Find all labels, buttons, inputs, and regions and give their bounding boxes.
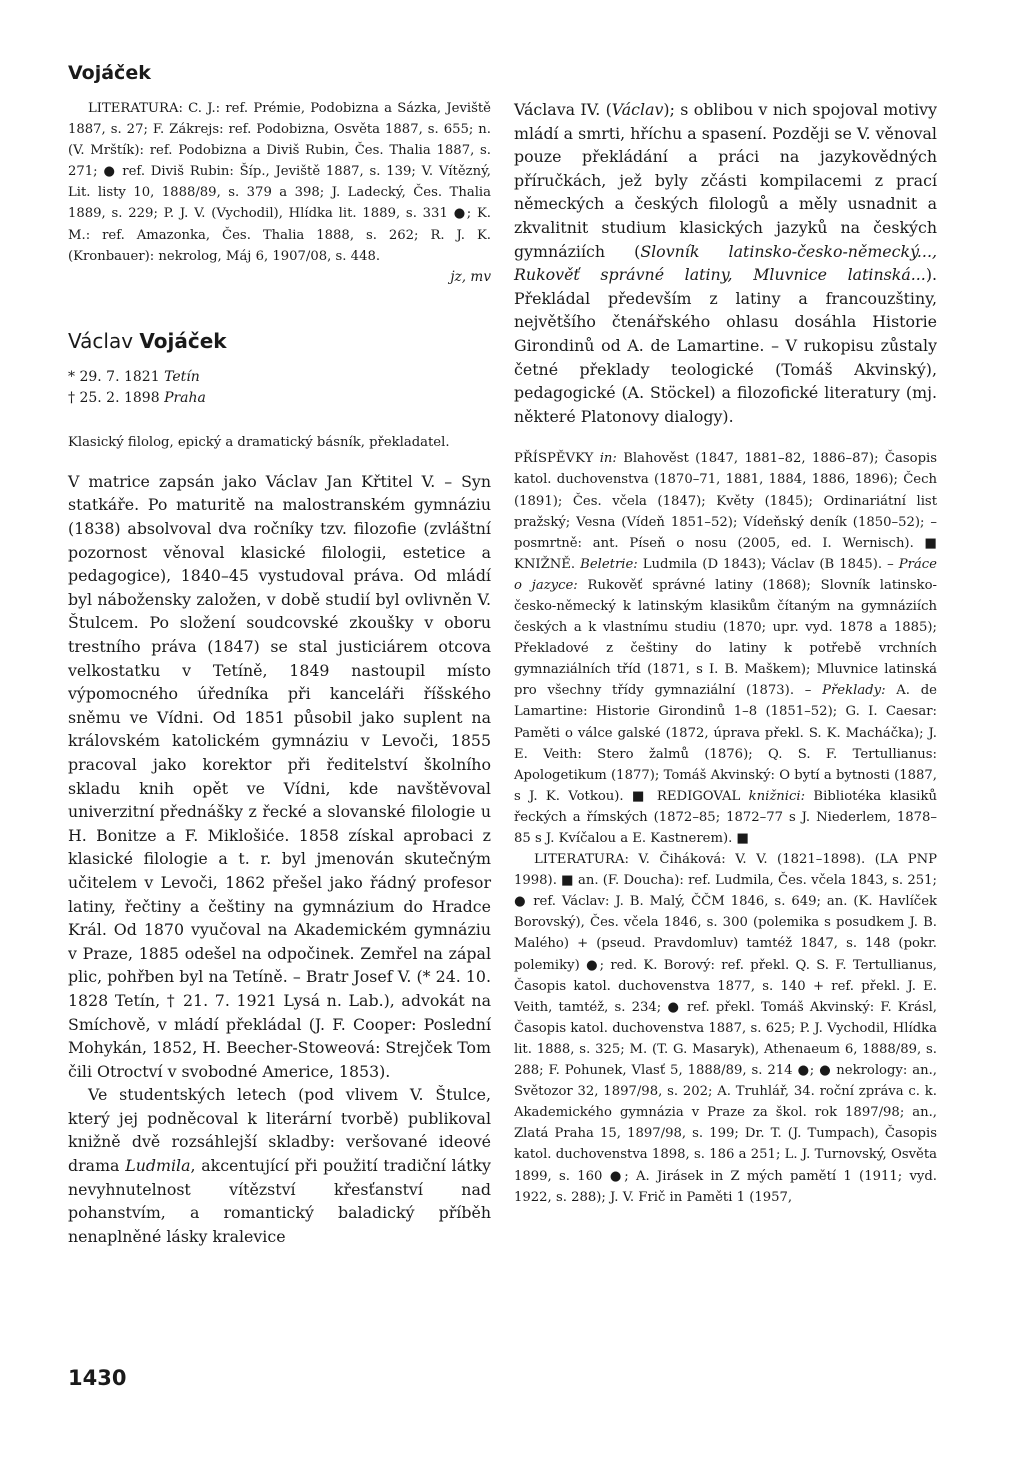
previous-entry-literatura: LITERATURA: C. J.: ref. Prémie, Podobizna a Sázka, Jeviště 1887, s. 27; F. Zákrejs: ref. Podobizna, Osvěta 1887, s. 655; n. (V. Mrštík): ref. Podobizna a Diviš Rubin, Čes. Thalia 1887, s. 271; ● ref. Diviš Rubin: Šíp., Jeviště 1887, s. 139; V. Vítězný, Lit. listy 10, 1888/89, s. 379 a 398; J. Ladecký, Čes. Thalia 1889, s. 229; P. J. V. (Vychodil), Hlídka lit. 1889, s. 331 ●; K. M.: ref. Amazonka, Čes. Thalia 1888, s. 262; R. J. K. (Kronbauer): nekrolog, Máj 6, 1907/08, s. 448. (68, 101, 491, 264)
death-date: † 25. 2. 1898 Praha (68, 389, 206, 406)
running-head: Vojáček (68, 62, 151, 84)
entry-surname: Vojáček (139, 328, 227, 353)
textbook-titles: Slovník latinsko-česko-německý..., Rukověť správné latiny, Mluvnice latinská... (514, 241, 937, 285)
prispevky-section: PŘÍSPĚVKY in: Blahověst (1847, 1881–82, 1886–87); Časopis katol. duchovenstva (1870–71, 1881, 1884, 1886, 1896); Čech (1891); Čes. včela (1847); Květy (1845); Ordinariátní list pražský; Vesna (Vídeň 1851–52); Vídeňský deník (1850–52); – posmrtně: ant. Píseň o nosu (2005, ed. I. Wernisch). ■ KNIŽNĚ. Beletrie: Ludmila (D 1843); Václav (B 1845). – Práce o jazyce: Rukověť správné latiny (1868); Slovník latinsko-česko-německý k latinským klasikům čítaným na gymnáziích českých a k vlastnímu studiu (1870; upr. vyd. 1878 a 1885); Překladové z češtiny do latiny k potřebě vrchních gymnaziálních tříd (1871, s I. B. Maškem); Mluvnice latinská pro všechny třídy gymnaziální (1873). – Překlady: A. de Lamartine: Historie Girondinů 1–8 (1851–52); G. I. Caesar: Paměti o válce galské (1872, úprava překl. S. K. Macháčka); J. E. Veith: Stero žalmů (1876); Q. S. F. Tertullianus: Apologetikum (1877); Tomáš Akvinský: O bytí a bytnosti (1887, s J. K. Votkou). ■ REDIGOVAL knižnici: Bibliotéka klasiků řeckých a římských (1872–85; 1872–77 s J. Niederlem, 1878–85 s J. Kvíčalou a E. Kastnerem). ■ (514, 451, 937, 846)
death-place: Praha (164, 389, 206, 406)
works-paragraph-continued: Václava IV. (Václav); s oblibou v nich spojoval motivy mládí a smrti, hříchu a spasení. Později se V. věnoval pouze překládání a práci na jazykovědných příručkách, jež byly zčásti kompilacemi z prací německých a českých filologů a měly usnadnit a zkvalitnit studium klasických jazyků na českých gymnáziích (Slovník latinsko-česko-německý..., Rukověť správné latiny, Mluvnice latinská...). Překládal především z latiny a francouzštiny, největšího čtenářského ohlasu dosáhla Historie Girondinů od A. de Lamartine. – V rukopisu zůstaly četné překlady teologické (Tomáš Akvinský), pedagogické (A. Stöckel) a filozofické literatury (mj. některé Platonovy dialogy). (514, 100, 938, 426)
birth-date: * 29. 7. 1821 Tetín (68, 368, 200, 385)
right-column (514, 98, 937, 1208)
entry-title (68, 329, 491, 353)
left-column (68, 98, 491, 1248)
entry-description: Klasický filolog, epický a dramatický básník, překladatel. (68, 434, 450, 450)
birth-place: Tetín (164, 368, 200, 385)
biography-paragraph: V matrice zapsán jako Václav Jan Křtitel V. – Syn statkáře. Po maturitě na malostranském gymnáziu (1838) absolvoval dva ročníky tzv. filozofie (zvláštní pozornost věnoval klasické filologii, estetice a pedagogice), 1840–45 vystudoval práva. Od mládí byl nábožensky založen, v době studií byl ovlivněn V. Štulcem. Po složení soudcovské zkoušky v oboru trestního práva (1847) se stal justiciárem otcova velkostatku v Tetíně, 1849 nastoupil místo výpomocného úředníka při kanceláři říšského sněmu ve Vídni. Od 1851 působil jako suplent na královském katolickém gymnáziu v Levoči, 1855 pracoval jako korektor při ředitelství školního skladu knih opět ve Vídni, kde navštěvoval univerzitní přednášky z řecké a slovanské filologie u H. Bonitze a F. Miklošiće. 1858 získal aprobaci z klasické filologie a t. r. byl jmenován skutečným učitelem v Levoči, 1862 přešel jako řádný profesor latiny, řečtiny a češtiny na gymnázium do Hradce Král. Od 1870 vyučoval na Akademickém gymnáziu v Praze, 1885 odešel na odpočinek. Zemřel na zápal plic, pohřben byl na Tetíně. – Bratr Josef V. (* 24. 10. 1828 Tetín, † 21. 7. 1921 Lysá n. Lab.), advokát na Smíchově, v mládí překládal (J. F. Cooper: Poslední Mohykán, 1852, H. Beecher-Stoweová: Strejček Tom čili Otroctví v svobodné Americe, 1853). (68, 471, 491, 1081)
previous-entry-signature: jz, mv (450, 268, 491, 285)
literatura-section: LITERATURA: V. Čiháková: V. V. (1821–1898). (LA PNP 1998). ■ an. (F. Doucha): ref. Ludmila, Čes. včela 1843, s. 251; ● ref. Václav: J. B. Malý, ČČM 1846, s. 649; an. (K. Havlíček Borovský), Čes. včela 1846, s. 300 (polemika s posudkem J. B. Malého) + (pseud. Pravdomluv) tamtéž 1847, s. 148 (pokr. polemiky) ●; red. K. Borový: ref. překl. Q. S. F. Tertullianus, Časopis katol. duchovenstva 1877, s. 140 + ref. překl. J. E. Veith, tamtéž, s. 234; ● ref. překl. Tomáš Akvinský: F. Krásl, Časopis katol. duchovenstva 1887, s. 625; P. J. Vychodil, Hlídka lit. 1888, s. 325; M. (T. G. Masaryk), Athenaeum 6, 1888/89, s. 288; F. Pohunek, Vlasť 5, 1888/89, s. 214 ●; ● nekrology: an., Světozor 32, 1897/98, s. 202; A. Truhlář, 34. roční zpráva c. k. Akademického gymnázia v Praze za škol. rok 1897/98; an., Zlatá Praha 15, 1897/98, s. 199; Dr. T. (J. Tumpach), Časopis katol. duchovenstva 1898, s. 186 a 251; L. J. Turnovský, Osvěta 1899, s. 160 ●; A. Jirásek in Z mých pamětí 1 (1911; vyd. 1922, s. 288); J. V. Frič in Paměti 1 (1957, (514, 852, 937, 1205)
entry-first-name: Václav (68, 328, 134, 353)
page-number: 1430 (68, 1366, 127, 1390)
works-paragraph: Ve studentských letech (pod vlivem V. Štulce, který jej podněcoval k literární tvorbě) publikoval knižně dvě rozsáhlejší skladby: veršované ideové drama Ludmila, akcentující při použití tradiční látky nevyhnutelnost vítězství křesťanství nad pohanstvím, a romantický baladický příběh nenaplněné lásky kralevice (68, 1085, 491, 1246)
title-ludmila: Ludmila (125, 1156, 191, 1176)
